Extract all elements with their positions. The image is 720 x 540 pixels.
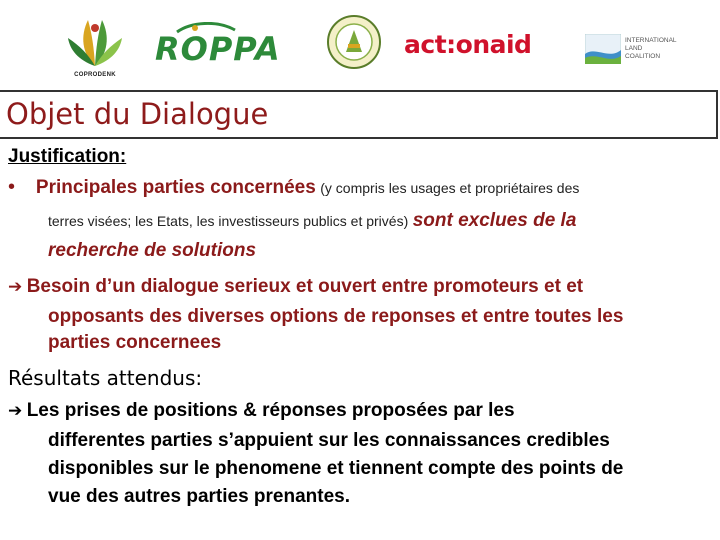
resultats-label: Résultats attendus:	[8, 366, 203, 390]
roppa-wordmark: ROPPA	[155, 30, 281, 68]
bullet-1-excl-1: sont exclues de la	[412, 210, 577, 231]
actionaid-wordmark: act:onaid	[404, 30, 532, 59]
besoin-text-2: opposants des diverses options de reponses et entre toutes les	[48, 306, 624, 327]
bullet-1-lead: Principales parties concernées	[35, 177, 316, 198]
ilc-line-2: LAND	[625, 45, 643, 52]
page-title: Objet du Dialogue	[6, 97, 269, 131]
bullet-1-line-2	[48, 210, 576, 232]
resultats-text-2: differentes parties s’appuient sur les connaissances credibles	[48, 430, 610, 451]
afsa-logo	[326, 14, 382, 70]
bullet-1-line-1	[8, 176, 579, 199]
ilc-caption	[625, 37, 677, 61]
resultats-text-3: disponibles sur le phenomene et tiennent compte des points de	[48, 458, 624, 479]
ilc-line-1: INTERNATIONAL	[625, 37, 677, 44]
arrow-right-icon: ➔	[8, 401, 23, 420]
ilc-line-3: COALITION	[625, 53, 661, 60]
bullet-1-excl-2: recherche de solutions	[48, 240, 257, 261]
actionaid-logo	[404, 30, 538, 66]
bullet-icon: •	[8, 176, 16, 198]
coprodenk-caption: COPRODENK	[74, 72, 116, 78]
roppa-logo	[155, 22, 281, 70]
bullet-1-paren-2: terres visées; les Etats, les investisseurs publics et privés)	[48, 213, 409, 229]
logo-strip	[0, 0, 720, 88]
arrow-right-icon: ➔	[8, 277, 23, 296]
bullet-1-paren-1: (y compris les usages et propriétaires des	[320, 180, 580, 196]
coprodenk-logo	[62, 14, 128, 80]
title-bar	[0, 90, 718, 139]
resultats-text-1: Les prises de positions & réponses proposées par les	[26, 400, 515, 421]
resultats-line-1	[8, 400, 515, 422]
besoin-text-3: parties concernees	[48, 332, 222, 353]
besoin-text-1: Besoin d’un dialogue serieux et ouvert entre promoteurs et et	[26, 276, 584, 297]
besoin-line-1	[8, 276, 583, 298]
ilc-logo	[585, 34, 685, 68]
resultats-text-4: vue des autres parties prenantes.	[48, 486, 351, 507]
justification-label: Justification:	[8, 146, 127, 167]
